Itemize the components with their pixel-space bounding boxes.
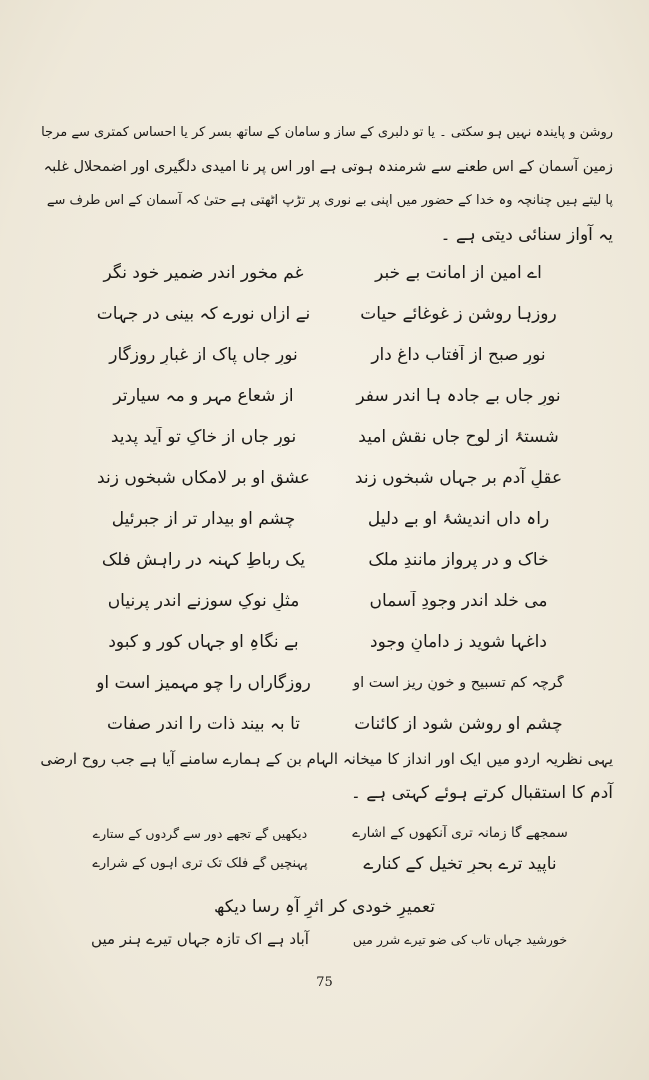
couplet xyxy=(96,580,566,621)
page-number: 75 xyxy=(316,975,333,990)
prose-line: زمین آسمان کے اس طعنے سے شرمندہ ہوتی ہے اور اس پر نا امیدی دلگیری اور اضمحلال غلبہ xyxy=(43,159,613,175)
prose-line: پا لیتے ہیں چنانچہ وہ خدا کے حضور میں اپنی بے نوری پر تڑپ اٹھتی ہے حتیٰ کہ آسمان کے اس طرف سے xyxy=(46,193,613,208)
prose-line: یہی نظریہ اردو میں ایک اور انداز کا میخانہ الہام بن کے ہمارے سامنے آیا ہے جب روح ارضی xyxy=(40,750,613,768)
verse-right: روزہا روشن ز غوغائے حیات xyxy=(360,304,557,324)
couplet xyxy=(96,621,566,662)
verse-left: دیکھیں گے تجھے دور سے گردوں کے ستارے xyxy=(92,825,308,841)
verse-left: پہنچیں گے فلک تک تری آہوں کے شرارے xyxy=(92,855,308,871)
couplet xyxy=(96,375,566,416)
couplet xyxy=(96,293,566,334)
couplet xyxy=(96,334,566,375)
verse-right: سمجھے گا زمانہ تری آنکھوں کے اشارے xyxy=(352,825,568,841)
persian-poem xyxy=(96,252,566,744)
verse-left: عشقِ او بر لامکاں شبخوں زند xyxy=(97,467,310,488)
verse-right: چشم او روشن شود از کائنات xyxy=(354,713,563,734)
verse-right: شستۂ از لوحِ جاں نقشِ امید xyxy=(358,427,559,447)
couplet xyxy=(96,662,566,703)
verse-left: نورِ جاں از خاکِ تو آید پدید xyxy=(110,426,297,447)
verse-left: از شعاعِ مہر و مہ سیارتر xyxy=(113,386,294,406)
verse-left: نورِ جاں پاک از غبارِ روزگار xyxy=(109,344,298,365)
verse-left: چشمِ او بیدار تر از جبرئیل xyxy=(111,508,296,529)
couplet xyxy=(90,848,570,878)
verse-right: داغہا شوید ز دامانِ وجود xyxy=(370,632,547,652)
couplet xyxy=(96,457,566,498)
verse-left: مثلِ نوکِ سوزنے اندر پرنیاں xyxy=(107,591,300,611)
verse-left: روزگاراں را چو مہمیز است او xyxy=(96,673,311,693)
couplet xyxy=(90,924,570,954)
verse-right: عقلِ آدم بر جہاں شبخوں زند xyxy=(354,468,563,488)
prose-line: روشن و پایندہ نہیں ہو سکتی ۔ یا تو دلبری کے ساز و سامان کے ساتھ بسر کر یا احساس کمتری سے مرجا xyxy=(41,125,613,140)
verse-right: می خلد اندر وجودِ آسماں xyxy=(369,590,548,611)
couplet xyxy=(96,252,566,293)
urdu-poem xyxy=(90,818,570,878)
verse-left: بے نگاہِ او جہاں کور و کبود xyxy=(108,632,299,652)
verse-left: تا بہ بیند ذات را اندر صفات xyxy=(107,714,300,734)
final-verse xyxy=(90,924,570,954)
verse-left: نے ازاں نورے کہ بینی در جہات xyxy=(96,304,311,324)
verse-right: راہ داں اندیشۂ او بے دلیل xyxy=(367,509,550,529)
couplet xyxy=(96,416,566,457)
couplet xyxy=(96,498,566,539)
verse-left: غم مخور اندر ضمیر خود نگر xyxy=(103,262,304,283)
verse-left: یک رباطِ کہنہ در راہش فلک xyxy=(101,550,306,570)
couplet xyxy=(90,818,570,848)
verse-right: خاک و در پرواز مانندِ ملک xyxy=(368,549,549,570)
verse-right: نورِ صبح از آفتاب داغ دار xyxy=(371,344,546,365)
verse-right: ناپید ترے بحرِ تخیل کے کنارے xyxy=(363,853,557,874)
verse-right: اے امینِ از امانت بے خبر xyxy=(375,263,542,283)
prose-line: آدم کا استقبال کرتے ہوئے کہتی ہے ۔ xyxy=(350,783,613,803)
couplet xyxy=(96,703,566,744)
couplet xyxy=(96,539,566,580)
verse-left: آباد ہے اک تازہ جہاں تیرے ہنر میں xyxy=(91,930,309,948)
verse-right: گرچہ کم تسبیح و خونِ ریز است او xyxy=(353,674,564,691)
final-verse-heading: تعمیرِ خودی کر اثرِ آہِ رسا دیکھ xyxy=(214,897,435,917)
prose-line: یہ آواز سنائی دیتی ہے ۔ xyxy=(440,225,613,245)
verse-right: نورِ جاں بے جادہ ہا اندر سفر xyxy=(356,386,561,406)
verse-right: خورشید جہاں تاب کی ضو تیرے شرر میں xyxy=(352,931,568,947)
